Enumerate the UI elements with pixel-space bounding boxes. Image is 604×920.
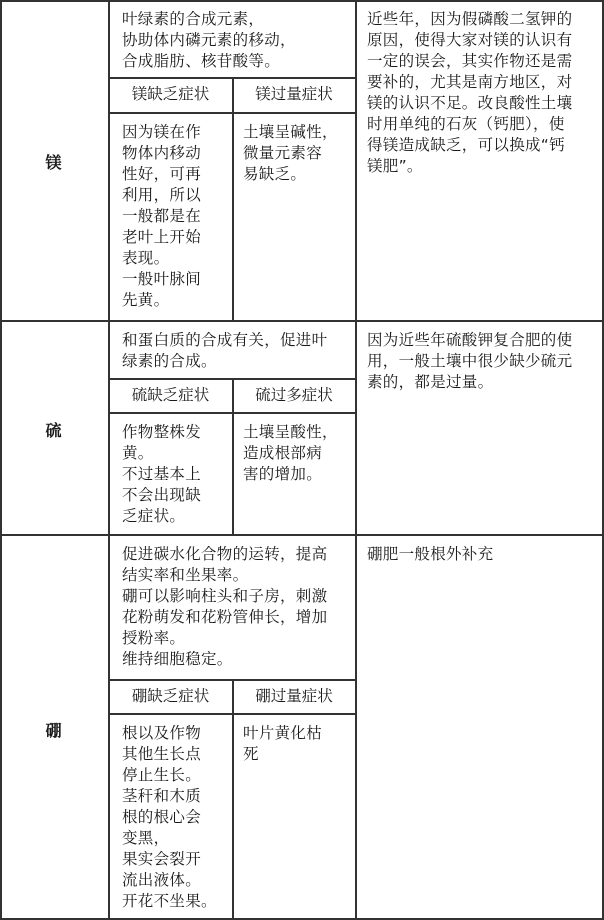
deficiency-symptoms: 根以及作物 其他生长点 停止生长。 茎秆和木质 根的根心会 变黑， 果实会裂开 流出液体。 开花不坐果。 (122, 724, 217, 910)
excess-header: 硫过多症状 (255, 386, 333, 404)
excess-symptoms: 土壤呈酸性， 造成根部病 害的增加。 (243, 423, 338, 483)
element-function: 和蛋白质的合成有关，促进叶 绿素的合成。 (122, 331, 328, 370)
element-name: 镁 (45, 153, 62, 172)
deficiency-header: 硼缺乏症状 (131, 687, 210, 705)
element-function: 促进碳水化合物的运转，提高 结实率和坐果率。 硼可以影响柱头和子房，刺激 花粉萌发和花粉管伸长，增加 授粉率。 维持细胞稳定。 (122, 545, 328, 668)
excess-header: 镁过量症状 (255, 85, 333, 103)
note: 硼肥一般根外补充 (367, 545, 494, 563)
deficiency-symptoms: 作物整株发 黄。 不过基本上 不会出现缺 乏症状。 (122, 423, 202, 525)
table-border-top (0, 0, 604, 2)
row-divider (0, 534, 604, 536)
element-name: 硼 (45, 721, 62, 740)
note: 近些年，因为假磷酸二氢钾的 原因，使得大家对镁的认识有 一定的误会，其实作物还是需 要补的，尤其是南方地区，对 镁的认识不足。改良酸性土壤 时用单纯的石灰（钙肥），使 得镁造成缺乏，可以换成“钙 镁肥”。 (367, 10, 573, 175)
element-name: 硫 (45, 421, 62, 440)
deficiency-header: 镁缺乏症状 (131, 85, 210, 103)
sub-column-divider (232, 679, 234, 918)
table-border-bottom (0, 918, 604, 920)
excess-symptoms: 叶片黄化枯 死 (243, 724, 323, 763)
excess-symptoms: 土壤呈碱性， 微量元素容 易缺乏。 (243, 123, 338, 183)
column-divider (108, 0, 110, 920)
row-divider (0, 320, 604, 322)
table-border-left (0, 0, 2, 920)
table-border-right (602, 0, 604, 920)
note: 因为近些年硫酸钾复合肥的使 用，一般土壤中很少缺少硫元 素的，都是过量。 (367, 331, 573, 391)
excess-header: 硼过量症状 (255, 687, 333, 705)
sub-column-divider (232, 77, 234, 320)
element-function: 叶绿素的合成元素， 协助体内磷元素的移动， 合成脂肪、核苷酸等。 (122, 10, 296, 70)
deficiency-header: 硫缺乏症状 (131, 386, 210, 404)
deficiency-symptoms: 因为镁在作 物体内移动 性好，可再 利用，所以 一般都是在 老叶上开始 表现。 一般叶脉间 先黄。 (122, 123, 202, 309)
column-divider (355, 0, 357, 920)
